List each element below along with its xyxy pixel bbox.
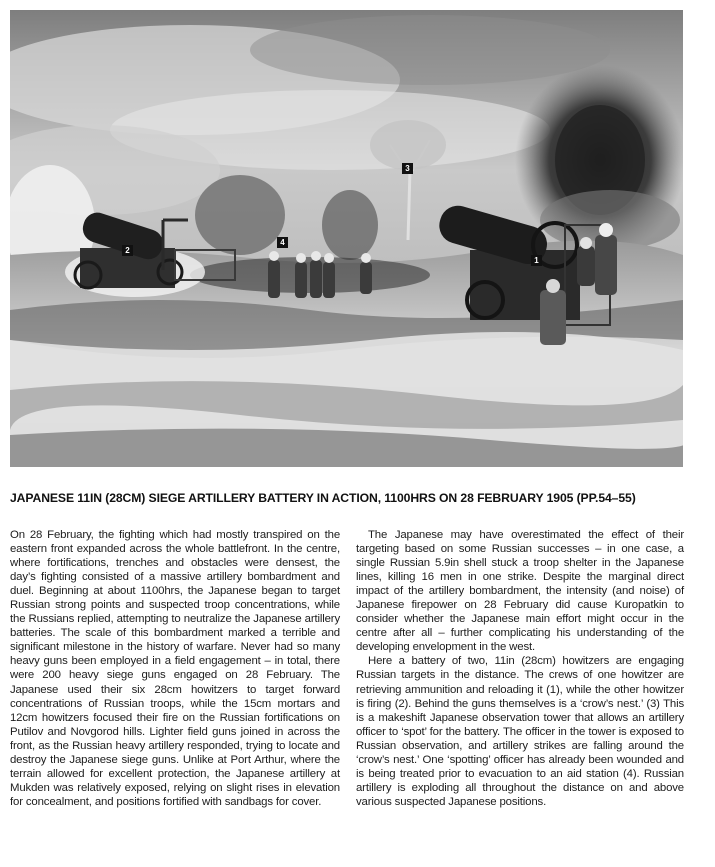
siege-artillery-illustration (10, 10, 683, 467)
paragraph: The Japanese may have overestimated the effect of their targeting based on some Russian successes – in one case, a single Russian 5.9in shell stuck a troop shelter in the Japanese lines, killing 16 men in one strike. Despite the marginal direct impact of the artillery bombardment, the intensity (and noise) of Japanese firepower on 28 February did cause Kuropatkin to consider whether the Japanese main effort might occur in the centre after all – further complicating his understanding of the developing envelopment in the west. (356, 529, 684, 654)
marker-3: 3 (402, 163, 413, 174)
marker-4: 4 (277, 237, 288, 248)
body-column-left (10, 528, 340, 809)
paragraph: On 28 February, the fighting which had mostly transpired on the eastern front expanded across the whole battlefront. In the centre, where fortifications, trenches and obstacles were densest, the day’s fighting consisted of a massive artillery bombardment and duel. Beginning at about 1100hrs, the Japanese began to target Russian strong points and suspected troop concentrations, while the Russians replied, attempting to neutralize the Japanese artillery batteries. The scale of this bombardment marked a terrible and significant milestone in the history of warfare. Never had so many heavy guns been employed in a field engagement – in total, there were 200 heavy siege guns engaged on 28 February. The Japanese used their six 28cm howitzers to target forward concentrations of Russian troops, while the 15cm mortars and 12cm howitzers focused their fire on the Russian fortifications on Putilov and Novgorod hills. Lighter field guns joined in across the front, as the Russian heavy artillery responded, trying to locate and destroy the Japanese siege guns. Unlike at Port Arthur, where the terrain allowed for excellent protection, the Japanese artillery at Mukden was relatively exposed, relying on slight rises in elevation for concealment, and positions fortified with sandbags for cover. (10, 529, 340, 808)
body-column-right (356, 528, 684, 809)
paragraph: Here a battery of two, 11in (28cm) howitzers are engaging Russian targets in the distance. The crews of one howitzer are retrieving ammunition and reloading it (1), while the other howitzer is firing (2). Behind the guns themselves is a ‘crow’s nest.’ (3) This is a makeshift Japanese observation tower that allows an artillery officer to ‘spot’ for the battery. The officer in the tower is exposed to Russian observation, and artillery strikes are falling around the ‘crow’s nest.’ One ‘spotting’ officer has already been wounded and is being treated prior to evacuation to an aid station (4). Russian artillery is exploding all throughout the distance on and above various suspected Japanese positions. (356, 655, 684, 808)
marker-2: 2 (122, 245, 133, 256)
marker-1: 1 (531, 255, 542, 266)
battlefield-scene (10, 10, 683, 467)
plate-caption: JAPANESE 11IN (28CM) SIEGE ARTILLERY BATTERY IN ACTION, 1100HRS ON 28 FEBRUARY 1905 (PP.54–55) (10, 491, 636, 505)
